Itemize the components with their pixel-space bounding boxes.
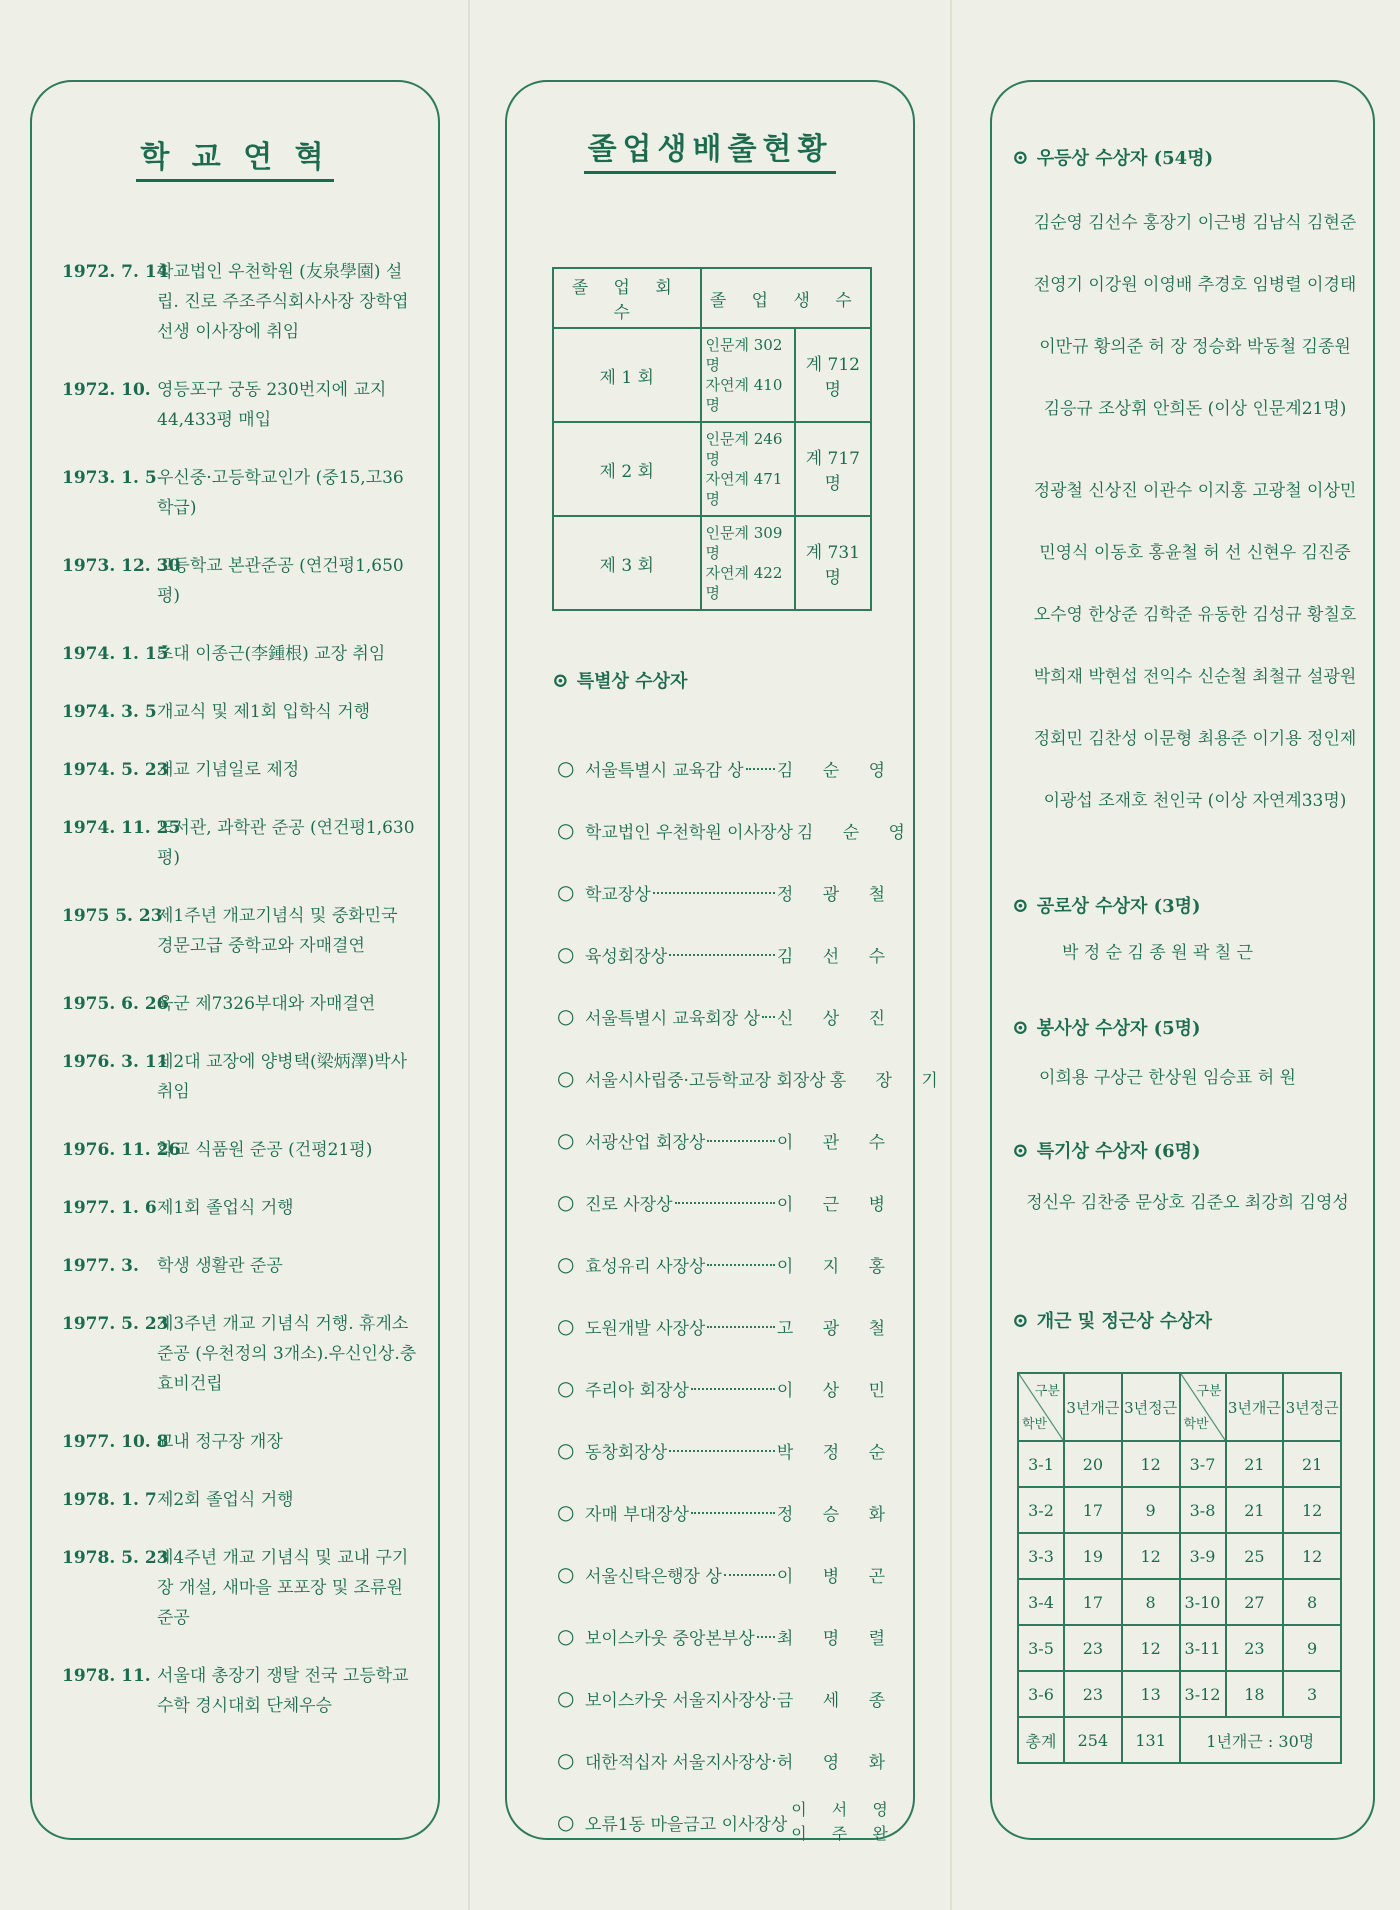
history-text: 도서관, 과학관 준공 (연건평1,630평) xyxy=(157,818,415,868)
award-name: 보이스카웃 서울지사장상 xyxy=(585,1690,772,1711)
history-item xyxy=(62,901,418,961)
history-date: 1976. 3. 11 xyxy=(62,1052,169,1072)
bullet-icon: ⊙ xyxy=(1012,145,1029,169)
attendance-cell: 12 xyxy=(1283,1533,1341,1579)
col-round-header: 졸 업 회 수 xyxy=(553,268,701,328)
dot-leader xyxy=(691,1510,775,1514)
dot-leader xyxy=(707,1324,775,1328)
dot-leader xyxy=(757,1634,775,1638)
attendance-table xyxy=(1017,1372,1342,1764)
bullet-icon: ⊙ xyxy=(1012,893,1029,917)
award-name: 자매 부대장상 xyxy=(585,1504,689,1525)
total-label: 총계 xyxy=(1018,1717,1064,1763)
attendance-cell: 3-11 xyxy=(1180,1625,1226,1671)
special-award-item xyxy=(557,985,897,1047)
special-award-item xyxy=(557,923,897,985)
award-recipient: 고 광 철 xyxy=(776,1318,897,1339)
special-award-heading: ⊙ 특별상 수상자 xyxy=(552,668,688,692)
attendance-cell: 23 xyxy=(1064,1671,1122,1717)
award-recipient: 이 주 완 xyxy=(791,1824,898,1843)
bullet-icon: ⊙ xyxy=(1012,1015,1029,1039)
attendance-cell: 8 xyxy=(1122,1579,1180,1625)
history-item xyxy=(62,1193,418,1223)
history-panel xyxy=(30,80,440,1840)
graduation-round: 제 1 회 xyxy=(553,328,701,422)
award-name: 보이스카웃 중앙본부상 xyxy=(585,1628,755,1649)
excellence-name-line: 박희재 박현섭 전익수 신순철 최철규 설광원 xyxy=(1033,667,1357,687)
history-item xyxy=(62,1135,418,1165)
attendance-cell: 13 xyxy=(1122,1671,1180,1717)
history-text: 제4주년 개교 기념식 및 교내 구기장 개설, 새마을 포포장 및 조류원 준공 xyxy=(157,1548,409,1628)
award-name: 오류1동 마을금고 이사장상 xyxy=(585,1814,788,1835)
special-award-item xyxy=(557,861,897,923)
dot-leader xyxy=(707,1138,775,1142)
history-text: 제3주년 개교 기념식 거행. 휴게소 준공 (우천정의 3개소).우신인상.충효비건립 xyxy=(157,1314,417,1394)
circle-icon: ○ xyxy=(557,1190,575,1214)
attendance-cell: 12 xyxy=(1122,1625,1180,1671)
history-date: 1977. 3. xyxy=(62,1256,139,1276)
history-date: 1973. 1. 5 xyxy=(62,468,157,488)
dot-leader xyxy=(773,1696,775,1700)
history-text: 제1회 졸업식 거행 xyxy=(157,1198,294,1218)
award-recipient: 금 세 종 xyxy=(776,1690,897,1711)
humanities-count: 인문계 309명 xyxy=(705,524,783,562)
header-3yr-perfect: 3년개근 xyxy=(1226,1373,1284,1441)
attendance-cell: 23 xyxy=(1226,1625,1284,1671)
total-perfect: 254 xyxy=(1064,1717,1122,1763)
dot-leader xyxy=(653,890,775,894)
excellence-name-line: 이만규 황의준 허 장 정승화 박동철 김종원 xyxy=(1039,337,1351,357)
history-item xyxy=(62,1251,418,1281)
award-recipient: 이 병 곤 xyxy=(776,1566,897,1587)
history-item xyxy=(62,813,418,873)
excellence-names xyxy=(1032,192,1358,832)
history-text: 개교식 및 제1회 입학식 거행 xyxy=(157,702,371,722)
award-recipient: 김 순 영 xyxy=(796,822,917,843)
history-text: 개교 기념일로 제정 xyxy=(157,760,300,780)
history-date: 1975. 6. 26 xyxy=(62,994,169,1014)
history-date: 1978. 5. 23 xyxy=(62,1548,169,1568)
graduates-row xyxy=(553,422,871,516)
history-item xyxy=(62,1485,418,1515)
award-name: 학교법인 우천학원 이사장상 xyxy=(585,822,793,843)
header-diagonal: 구분 학반 xyxy=(1018,1373,1064,1441)
dot-leader xyxy=(669,952,775,956)
history-item xyxy=(62,1543,418,1633)
attendance-cell: 3-5 xyxy=(1018,1625,1064,1671)
excellence-name-line: 오수영 한상준 김학준 유동한 김성규 황칠호 xyxy=(1033,605,1357,625)
excellence-name-line: 김순영 김선수 홍장기 이근병 김남식 김현준 xyxy=(1033,213,1357,233)
history-item xyxy=(62,989,418,1019)
header-3yr-perfect: 3년개근 xyxy=(1064,1373,1122,1441)
history-date: 1977. 10. 8 xyxy=(62,1432,169,1452)
attendance-cell: 17 xyxy=(1064,1487,1122,1533)
excellence-name-line: 정광철 신상진 이관수 이지홍 고광철 이상민 xyxy=(1033,481,1357,501)
service-names: 이희용 구상근 한상원 임승표 허 원 xyxy=(1039,1068,1296,1088)
award-recipient: 신 상 진 xyxy=(776,1008,897,1029)
attendance-row xyxy=(1018,1671,1341,1717)
graduates-table xyxy=(552,267,872,611)
award-name: 서광산업 회장상 xyxy=(585,1132,706,1153)
attendance-cell: 12 xyxy=(1122,1533,1180,1579)
graduates-title: 졸업생배출현황 xyxy=(507,124,913,168)
dot-leader xyxy=(724,1572,775,1576)
graduates-panel xyxy=(505,80,950,1843)
graduate-breakdown xyxy=(701,328,795,422)
history-text: 제2회 졸업식 거행 xyxy=(157,1490,294,1510)
special-award-item xyxy=(557,1233,897,1295)
graduate-total: 계 712명 xyxy=(795,328,871,422)
history-text: 학교법인 우천학원 (友泉學園) 설립. 진로 주조주식회사사장 장학엽 선생 이사장에 취임 xyxy=(157,262,409,342)
special-award-item xyxy=(557,1543,897,1605)
award-recipient: 박 정 순 xyxy=(776,1442,897,1463)
attendance-row xyxy=(1018,1441,1341,1487)
history-text: 육군 제7326부대와 자매결연 xyxy=(157,994,376,1014)
attendance-cell: 3-4 xyxy=(1018,1579,1064,1625)
attendance-cell: 3-6 xyxy=(1018,1671,1064,1717)
attendance-cell: 3 xyxy=(1283,1671,1341,1717)
history-item xyxy=(62,551,418,611)
bullet-icon: ⊙ xyxy=(1012,1138,1029,1162)
circle-icon: ○ xyxy=(557,1128,575,1152)
science-count: 자연계 422명 xyxy=(705,564,783,602)
talent-names: 정신우 김찬중 문상호 김준오 최강희 김영성 xyxy=(1026,1193,1349,1213)
attendance-row xyxy=(1018,1487,1341,1533)
award-name: 서울시사립중·고등학교장 회장상 xyxy=(585,1070,826,1091)
award-recipient: 이 상 민 xyxy=(776,1380,897,1401)
humanities-count: 인문계 246명 xyxy=(705,430,783,468)
special-award-item xyxy=(557,799,917,861)
dot-leader xyxy=(773,1758,775,1762)
history-date: 1978. 11. xyxy=(62,1666,151,1686)
graduation-round: 제 3 회 xyxy=(553,516,701,610)
award-recipient: 김 순 영 xyxy=(776,760,897,781)
special-award-item xyxy=(557,1605,897,1667)
attendance-row xyxy=(1018,1579,1341,1625)
attendance-row xyxy=(1018,1533,1341,1579)
history-date: 1974. 3. 5 xyxy=(62,702,157,722)
attendance-cell: 12 xyxy=(1122,1441,1180,1487)
history-text: 제2대 교장에 양병택(梁炳澤)박사 취임 xyxy=(157,1052,408,1102)
circle-icon: ○ xyxy=(557,1686,575,1710)
circle-icon: ○ xyxy=(557,818,575,842)
history-date: 1977. 5. 23 xyxy=(62,1314,169,1334)
award-name: 서울신탁은행장 상 xyxy=(585,1566,722,1587)
header-3yr-regular: 3년정근 xyxy=(1283,1373,1341,1441)
attendance-cell: 20 xyxy=(1064,1441,1122,1487)
special-award-item xyxy=(557,1419,897,1481)
circle-icon: ○ xyxy=(557,1500,575,1524)
history-date: 1972. 7. 14 xyxy=(62,262,169,282)
graduation-round: 제 2 회 xyxy=(553,422,701,516)
dot-leader xyxy=(707,1262,775,1266)
special-award-item xyxy=(557,737,897,799)
history-date: 1974. 1. 15 xyxy=(62,644,169,664)
dot-leader xyxy=(691,1386,775,1390)
attendance-cell: 3-10 xyxy=(1180,1579,1226,1625)
circle-icon: ○ xyxy=(557,942,575,966)
award-recipient: 정 광 철 xyxy=(776,884,897,905)
circle-icon: ○ xyxy=(557,1562,575,1586)
attendance-cell: 3-12 xyxy=(1180,1671,1226,1717)
total-regular: 131 xyxy=(1122,1717,1180,1763)
history-item xyxy=(62,697,418,727)
attendance-cell: 3-9 xyxy=(1180,1533,1226,1579)
attendance-cell: 9 xyxy=(1283,1625,1341,1671)
attendance-cell: 9 xyxy=(1122,1487,1180,1533)
history-item xyxy=(62,1427,418,1457)
attendance-cell: 3-7 xyxy=(1180,1441,1226,1487)
history-date: 1978. 1. 7 xyxy=(62,1490,157,1510)
award-name: 동창회장상 xyxy=(585,1442,668,1463)
special-award-item xyxy=(557,1791,897,1853)
award-name: 효성유리 사장상 xyxy=(585,1256,706,1277)
circle-icon: ○ xyxy=(557,1748,575,1772)
header-3yr-regular: 3년정근 xyxy=(1122,1373,1180,1441)
attendance-cell: 3-8 xyxy=(1180,1487,1226,1533)
award-name: 진로 사장상 xyxy=(585,1194,673,1215)
special-award-item xyxy=(557,1729,897,1791)
award-recipient: 이 서 영 xyxy=(791,1800,898,1819)
col-count-header: 졸 업 생 수 xyxy=(701,268,871,328)
special-award-item xyxy=(557,1109,897,1171)
fold-line xyxy=(950,0,952,1910)
bullet-icon: ⊙ xyxy=(1012,1308,1029,1332)
history-text: 초대 이종근(李鍾根) 교장 취임 xyxy=(157,644,386,664)
header-diagonal: 구분 학반 xyxy=(1180,1373,1226,1441)
dot-leader xyxy=(762,1014,775,1018)
attendance-cell: 8 xyxy=(1283,1579,1341,1625)
award-recipient: 김 선 수 xyxy=(776,946,897,967)
service-heading: ⊙ 봉사상 수상자 (5명) xyxy=(1012,1015,1201,1039)
special-award-item xyxy=(557,1295,897,1357)
history-date: 1974. 5. 23 xyxy=(62,760,169,780)
circle-icon: ○ xyxy=(557,1376,575,1400)
special-award-item xyxy=(557,1171,897,1233)
science-count: 자연계 410명 xyxy=(705,376,783,414)
award-recipient: 최 명 렬 xyxy=(776,1628,897,1649)
excellence-name-line: 민영식 이동호 홍윤철 허 선 신현우 김진중 xyxy=(1039,543,1351,563)
history-item xyxy=(62,1047,418,1107)
history-item xyxy=(62,639,418,669)
special-award-item xyxy=(557,1667,897,1729)
award-name: 학교장상 xyxy=(585,884,651,905)
circle-icon: ○ xyxy=(557,1066,575,1090)
attendance-cell: 3-3 xyxy=(1018,1533,1064,1579)
science-count: 자연계 471명 xyxy=(705,470,783,508)
award-recipient: 이 근 병 xyxy=(776,1194,897,1215)
attendance-cell: 19 xyxy=(1064,1533,1122,1579)
history-text: 영등포구 궁동 230번지에 교지44,433평 매입 xyxy=(157,380,387,430)
history-item xyxy=(62,463,418,523)
one-year-note: 1년개근 : 30명 xyxy=(1180,1717,1342,1763)
special-award-item xyxy=(557,1357,897,1419)
history-item xyxy=(62,755,418,785)
merit-heading: ⊙ 공로상 수상자 (3명) xyxy=(1012,893,1201,917)
history-item xyxy=(62,1309,418,1399)
award-recipient: 이 관 수 xyxy=(776,1132,897,1153)
excellence-name-line: 김응규 조상휘 안희돈 (이상 인문계21명) xyxy=(1043,399,1347,419)
history-date: 1976. 11. 26 xyxy=(62,1140,181,1160)
attendance-cell: 3-2 xyxy=(1018,1487,1064,1533)
attendance-heading: ⊙ 개근 및 정근상 수상자 xyxy=(1012,1308,1213,1332)
attendance-cell: 12 xyxy=(1283,1487,1341,1533)
circle-icon: ○ xyxy=(557,1004,575,1028)
attendance-cell: 3-1 xyxy=(1018,1441,1064,1487)
graduate-total: 계 731명 xyxy=(795,516,871,610)
history-date: 1974. 11. 25 xyxy=(62,818,181,838)
award-name: 서울특별시 교육감 상 xyxy=(585,760,744,781)
history-text: 우신중·고등학교인가 (중15,고36학급) xyxy=(157,468,404,518)
award-recipient: 정 승 화 xyxy=(776,1504,897,1525)
excellence-heading: ⊙ 우등상 수상자 (54명) xyxy=(1012,145,1214,169)
attendance-cell: 21 xyxy=(1226,1441,1284,1487)
circle-icon: ○ xyxy=(557,1314,575,1338)
history-text: 제1주년 개교기념식 및 중화민국 경문고급 중학교와 자매결연 xyxy=(157,906,398,956)
award-name: 서울특별시 교육회장 상 xyxy=(585,1008,761,1029)
circle-icon: ○ xyxy=(557,1810,575,1834)
history-item xyxy=(62,257,418,347)
history-date: 1975 5. 23 xyxy=(62,906,163,926)
history-date: 1972. 10. xyxy=(62,380,151,400)
attendance-cell: 27 xyxy=(1226,1579,1284,1625)
history-item xyxy=(62,1661,418,1721)
dot-leader xyxy=(675,1200,775,1204)
attendance-cell: 21 xyxy=(1226,1487,1284,1533)
history-date: 1973. 12. 30 xyxy=(62,556,181,576)
attendance-row xyxy=(1018,1625,1341,1671)
award-name: 주리아 회장상 xyxy=(585,1380,689,1401)
special-award-item xyxy=(557,1481,897,1543)
humanities-count: 인문계 302명 xyxy=(705,336,783,374)
attendance-cell: 23 xyxy=(1064,1625,1122,1671)
history-date: 1977. 1. 6 xyxy=(62,1198,157,1218)
award-name: 대한적십자 서울지사장상 xyxy=(585,1752,772,1773)
history-text: 서울대 총장기 쟁탈 전국 고등학교 수학 경시대회 단체우승 xyxy=(157,1666,409,1716)
award-name: 도원개발 사장상 xyxy=(585,1318,706,1339)
circle-icon: ○ xyxy=(557,1624,575,1648)
merit-names: 박 정 순 김 종 원 곽 칠 근 xyxy=(1061,943,1254,963)
attendance-cell: 17 xyxy=(1064,1579,1122,1625)
circle-icon: ○ xyxy=(557,1252,575,1276)
circle-icon: ○ xyxy=(557,880,575,904)
attendance-cell: 21 xyxy=(1283,1441,1341,1487)
attendance-cell: 25 xyxy=(1226,1533,1284,1579)
history-text: 고등학교 본관준공 (연건평1,650평) xyxy=(157,556,404,606)
excellence-name-line: 정회민 김찬성 이문형 최용준 이기용 정인제 xyxy=(1033,729,1357,749)
history-text: 교내 정구장 개장 xyxy=(157,1432,283,1452)
special-award-item xyxy=(557,1047,950,1109)
circle-icon: ○ xyxy=(557,756,575,780)
graduates-row xyxy=(553,328,871,422)
history-list xyxy=(62,257,418,1749)
history-text: 학생 생활관 준공 xyxy=(157,1256,283,1276)
history-text: 학교 식품원 준공 (건평21평) xyxy=(157,1140,373,1160)
excellence-name-line: 전영기 이강원 이영배 추경호 임병렬 이경태 xyxy=(1033,275,1357,295)
history-item xyxy=(62,375,418,435)
award-recipient: 허 영 화 xyxy=(776,1752,897,1773)
circle-icon: ○ xyxy=(557,1438,575,1462)
graduate-breakdown xyxy=(701,516,795,610)
bullet-icon: ⊙ xyxy=(552,668,569,692)
attendance-cell: 18 xyxy=(1226,1671,1284,1717)
award-recipient: 홍 장 기 xyxy=(829,1070,950,1091)
special-award-list xyxy=(557,737,950,1853)
graduate-total: 계 717명 xyxy=(795,422,871,516)
awards-panel xyxy=(990,80,1375,1840)
history-title: 학 교 연 혁 xyxy=(32,132,438,176)
award-recipient: 이 지 홍 xyxy=(776,1256,897,1277)
award-name: 육성회장상 xyxy=(585,946,668,967)
graduates-row xyxy=(553,516,871,610)
dot-leader xyxy=(746,766,775,770)
award-recipients xyxy=(791,1798,898,1846)
excellence-name-line: 이광섭 조재호 천인국 (이상 자연계33명) xyxy=(1043,791,1347,811)
talent-heading: ⊙ 특기상 수상자 (6명) xyxy=(1012,1138,1201,1162)
graduate-breakdown xyxy=(701,422,795,516)
dot-leader xyxy=(669,1448,775,1452)
fold-line xyxy=(468,0,470,1910)
